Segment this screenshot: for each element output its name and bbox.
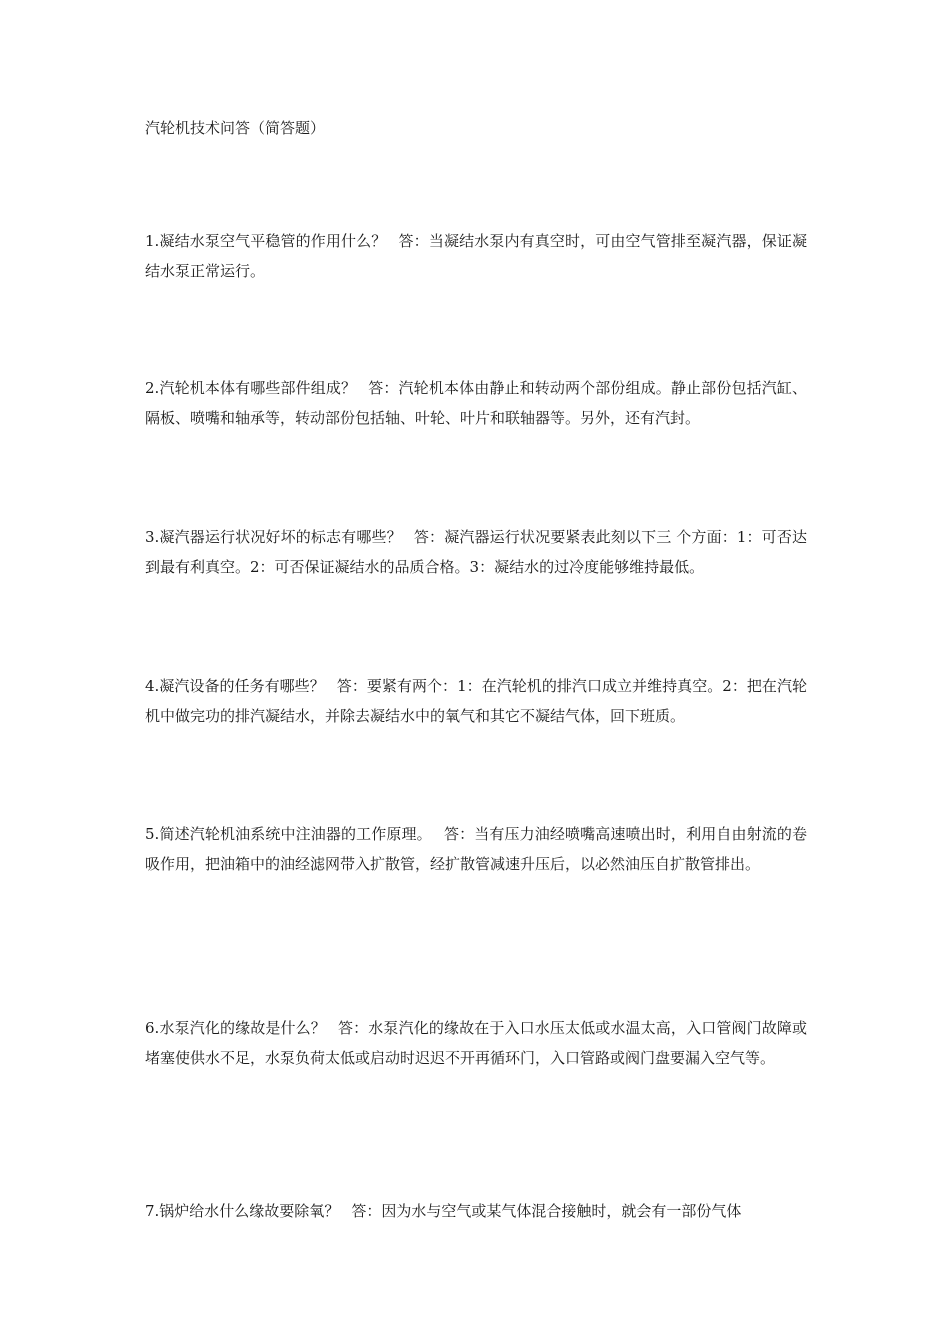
question-text: 7.锅炉给水什么缘故要除氧？ — [145, 1202, 340, 1220]
answer-text: 答：要紧有两个：1：在汽轮机的排汽口成立并维持真空。2：把在汽轮机中做完功的排汽凝结水，并除去凝结水中的氧气和其它不凝结气体，回下班质。 — [145, 677, 807, 725]
question-text: 5.简述汽轮机油系统中注油器的工作原理。 — [145, 825, 432, 843]
answer-text: 答：水泵汽化的缘故在于入口水压太低或水温太高，入口管阀门故障或堵塞使供水不足，水泵负荷太低或启动时迟迟不开再循环门，入口管路或阀门盘要漏入空气等。 — [145, 1019, 807, 1067]
question-text: 1.凝结水泵空气平稳管的作用什么？ — [145, 232, 387, 250]
answer-text: 答：当凝结水泵内有真空时，可由空气管排至凝汽器，保证凝结水泵正常运行。 — [145, 232, 807, 280]
qa-item-2 — [145, 373, 807, 433]
qa-item-1 — [145, 226, 807, 286]
answer-text: 答：汽轮机本体由静止和转动两个部份组成。静止部份包括汽缸、隔板、喷嘴和轴承等，转动部份包括轴、叶轮、叶片和联轴器等。另外，还有汽封。 — [145, 379, 807, 427]
question-text: 2.汽轮机本体有哪些部件组成？ — [145, 379, 357, 397]
question-text: 3.凝汽器运行状况好坏的标志有哪些？ — [145, 528, 402, 546]
qa-item-3 — [145, 522, 807, 582]
answer-text: 答：凝汽器运行状况要紧表此刻以下三 个方面：1：可否达到最有利真空。2：可否保证凝结水的品质合格。3：凝结水的过冷度能够维持最低。 — [145, 528, 807, 576]
qa-item-6 — [145, 1013, 807, 1073]
qa-item-4 — [145, 671, 807, 731]
answer-text: 答：当有压力油经喷嘴高速喷出时，利用自由射流的卷吸作用，把油箱中的油经滤网带入扩散管，经扩散管减速升压后，以必然油压自扩散管排出。 — [145, 825, 807, 873]
answer-text: 答：因为水与空气或某气体混合接触时，就会有一部份气体 — [351, 1202, 742, 1220]
qa-item-7 — [145, 1196, 807, 1226]
qa-item-5 — [145, 819, 807, 879]
document-title: 汽轮机技术问答（简答题） — [145, 119, 326, 137]
question-text: 6.水泵汽化的缘故是什么？ — [145, 1019, 326, 1037]
question-text: 4.凝汽设备的任务有哪些？ — [145, 677, 325, 695]
